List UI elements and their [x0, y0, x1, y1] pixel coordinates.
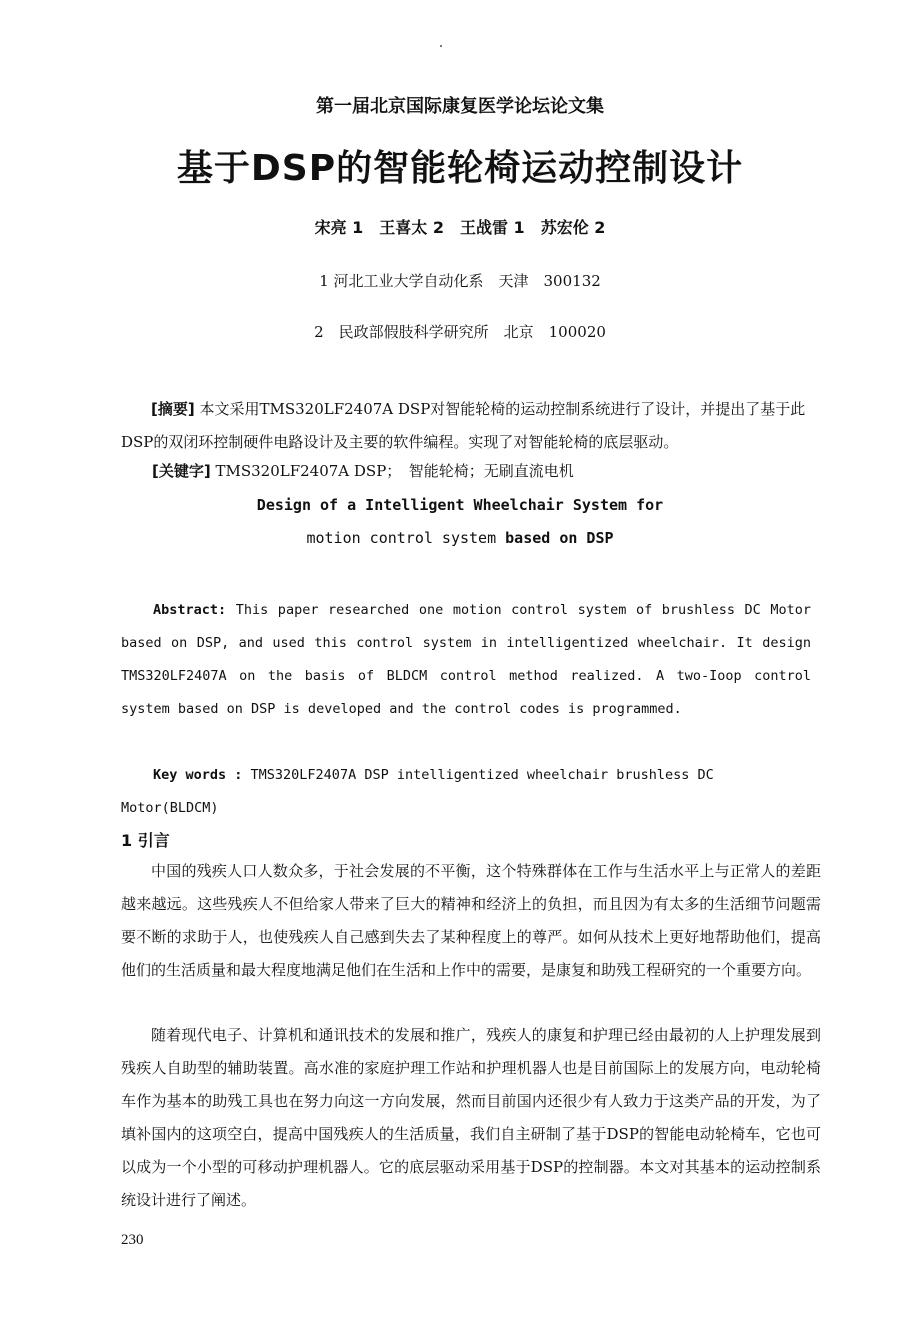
keywords-cn	[152, 460, 574, 481]
body-paragraph-1: 中国的残疾人口人数众多，于社会发展的不平衡，这个特殊群体在工作与生活水平上与正常人的差距越来越远。这些残疾人不但给家人带来了巨大的精神和经济上的负担，而且因为有太多的生活细节问题需要不断的求助于人，也使残疾人自己感到失去了某种程度上的尊严。如何从技术上更好地帮助他们，提高他们的生活质量和最大程度地满足他们在生活和上作中的需要，是康复和助残工程研究的一个重要方向。	[121, 862, 821, 979]
abstract-cn-text: 本文采用TMS320LF2407A DSP对智能轮椅的运动控制系统进行了设计，并提出了基于此DSP的双闭环控制硬件电路设计及主要的软件编程。实现了对智能轮椅的底层驱动。	[121, 400, 806, 451]
keywords-cn-text: TMS320LF2407A DSP； 智能轮椅；无刷直流电机	[210, 462, 574, 480]
keywords-en-label: Key words :	[153, 767, 243, 783]
english-title-line-2	[0, 529, 920, 547]
page-number: 230	[121, 1232, 144, 1248]
author-list: 宋亮 1 王喜太 2 王战雷 1 苏宏伦 2	[314, 218, 606, 237]
affiliation-2: 2 民政部假肢科学研究所 北京 100020	[314, 323, 606, 341]
abstract-cn	[121, 393, 821, 459]
english-title-line-2-plain: motion control system	[306, 529, 506, 547]
proceedings-series-title: 第一届北京国际康复医学论坛论文集	[316, 96, 604, 117]
english-title-line-2-bold: based on DSP	[505, 529, 614, 547]
affiliation-1: 1 河北工业大学自动化系 天津 300132	[319, 272, 601, 290]
keywords-cn-label: [关键字]	[152, 462, 211, 480]
keywords-en-text: TMS320LF2407A DSP intelligentized wheelchair brushless DC Motor(BLDCM)	[121, 767, 714, 816]
abstract-en-label: Abstract:	[153, 602, 227, 618]
section-heading: 1 引言	[121, 831, 170, 850]
abstract-cn-label: [摘要]	[151, 400, 195, 418]
abstract-en	[121, 594, 811, 726]
scan-speck	[440, 45, 442, 47]
paper-title: 基于DSP的智能轮椅运动控制设计	[176, 148, 744, 189]
english-title-line-1: Design of a Intelligent Wheelchair System for	[256, 496, 664, 514]
body-paragraph-2: 随着现代电子、计算机和通讯技术的发展和推广，残疾人的康复和护理已经由最初的人上护理发展到残疾人自助型的辅助装置。高水准的家庭护理工作站和护理机器人也是目前国际上的发展方向，电动轮椅车作为基本的助残工具也在努力向这一方向发展，然而目前国内还很少有人致力于这类产品的开发，为了填补国内的这项空白，提高中国残疾人的生活质量，我们自主研制了基于DSP的智能电动轮椅车，它也可以成为一个小型的可移动护理机器人。它的底层驱动采用基于DSP的控制器。本文对其基本的运动控制系统设计进行了阐述。	[121, 1026, 821, 1209]
keywords-en	[121, 759, 811, 825]
abstract-en-text: This paper researched one motion control system of brushless DC Motor based on DSP, and used this control system in intelligentized wheelchair. It design TMS320LF2407A on the basis of BLDCM control method realized. A two-Ioop control system based on DSP is developed and the control codes is programmed.	[121, 602, 811, 717]
